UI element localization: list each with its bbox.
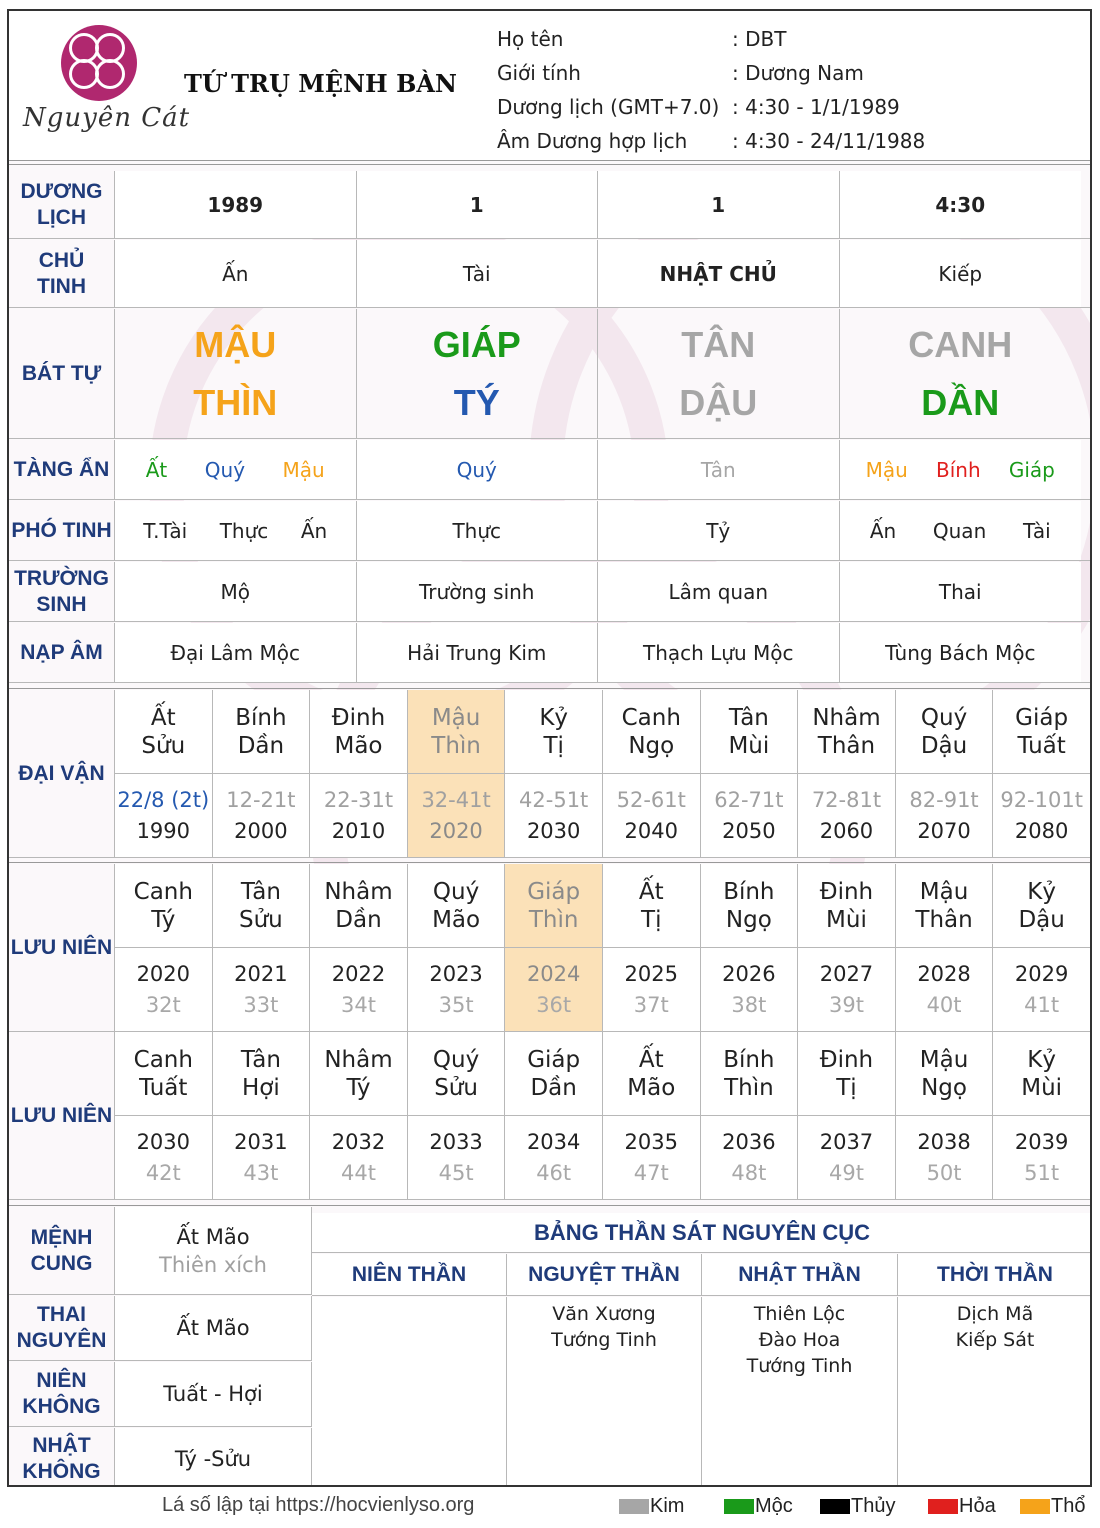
label-truong-sinh: TRƯỜNG SINH: [9, 562, 115, 621]
year: 2035: [624, 1129, 678, 1154]
year: 2026: [722, 961, 776, 986]
age: 37t: [633, 992, 669, 1017]
earthly-branch: Ngọ: [725, 906, 772, 933]
start-year: 2050: [722, 818, 776, 843]
heavenly-stem: Canh: [133, 1046, 193, 1073]
label-dai-van: ĐẠI VẬN: [9, 690, 115, 857]
row-duong-lich: [9, 171, 1090, 239]
earthly-branch: Sửu: [239, 906, 283, 933]
earthly-branch: Thìn: [724, 1074, 774, 1101]
info-lunar-date: Âm Dương hợp lịch : 4:30 - 24/11/1988: [497, 129, 926, 153]
earthly-branch: Thìn: [528, 906, 579, 933]
page-title: TỨ TRỤ MỆNH BÀN: [184, 69, 457, 98]
start-year: 2020: [429, 818, 483, 843]
footer-source: Lá số lập tại https://hocvienlyso.org: [162, 1494, 475, 1516]
heavenly-stem: Đinh: [819, 1046, 874, 1073]
heavenly-stem: Bính: [723, 878, 775, 905]
row-pho-tinh: [9, 501, 1090, 561]
year: 2039: [1014, 1129, 1069, 1154]
luu-nien-1-column: [603, 864, 701, 1031]
start-year: 1990: [136, 818, 191, 843]
year: 2028: [917, 961, 971, 986]
earthly-branch: Thân: [915, 906, 973, 933]
year: 2031: [234, 1129, 288, 1154]
age: 38t: [731, 992, 767, 1017]
truong-sinh-month: Trường sinh: [357, 562, 599, 621]
heavenly-stem: Bính: [235, 704, 287, 731]
thoi-than-list: Dịch Mã Kiếp Sát: [898, 1297, 1092, 1487]
chart-sheet: [7, 9, 1092, 1487]
earthly-branch: Dậu: [1018, 906, 1065, 933]
luu-nien-1-column: [798, 864, 896, 1031]
earthly-branch: Mão: [627, 1074, 676, 1101]
legend-moc: Mộc: [724, 1495, 793, 1518]
age: 49t: [828, 1160, 864, 1185]
duong-lich-month: 1: [357, 171, 599, 238]
bat-tu-hour: CANH DẦN: [908, 323, 1013, 423]
dai-van-column: [213, 690, 311, 857]
chu-tinh-year: Ấn: [115, 240, 357, 307]
truong-sinh-year: Mộ: [115, 562, 357, 621]
age-range: 62-71t: [714, 787, 784, 812]
earthly-branch: Mùi: [826, 906, 867, 933]
age-range: 32-41t: [421, 787, 491, 812]
earthly-branch: Ngọ: [921, 1074, 967, 1101]
year: 2023: [429, 961, 483, 986]
label-luu-nien: LƯU NIÊN: [9, 1032, 115, 1199]
dai-van-column: [896, 690, 994, 857]
heavenly-stem: Kỷ: [1027, 878, 1056, 905]
heavenly-stem: Quý: [432, 878, 480, 905]
divider: [9, 1205, 1090, 1206]
nguyet-than-list: Văn Xương Tướng Tinh: [507, 1297, 702, 1487]
label-thai-nguyen: THAI NGUYÊN: [9, 1296, 115, 1361]
label-nien-khong: NIÊN KHÔNG: [9, 1362, 115, 1427]
year: 2024: [526, 961, 581, 986]
dai-van-column: [993, 690, 1090, 857]
divider: [9, 164, 1090, 165]
label-duong-lich: DƯƠNG LỊCH: [9, 171, 115, 238]
luu-nien-2-column: [408, 1032, 506, 1199]
age: 35t: [438, 992, 474, 1017]
heavenly-stem: Giáp: [1015, 704, 1069, 731]
luu-nien-2-column: [798, 1032, 896, 1199]
earthly-branch: Tuất: [139, 1074, 188, 1101]
legend-thuy: Thủy: [820, 1495, 895, 1518]
heavenly-stem: Mậu: [919, 878, 969, 905]
tho-swatch-icon: [1020, 1499, 1050, 1514]
start-year: 2010: [331, 818, 386, 843]
earthly-branch: Hợi: [242, 1074, 280, 1101]
age: 43t: [243, 1160, 279, 1185]
earthly-branch: Ngọ: [628, 732, 675, 759]
chu-tinh-day: NHẬT CHỦ: [598, 240, 840, 307]
header-thoi-than: THỜI THẦN: [898, 1254, 1092, 1296]
age: 42t: [145, 1160, 181, 1185]
age: 44t: [341, 1160, 376, 1185]
dai-van-column: [603, 690, 701, 857]
luu-nien-2-column: [213, 1032, 311, 1199]
info-gender: Giới tính : Dương Nam: [497, 61, 864, 85]
tang-an-month: Quý: [357, 440, 599, 499]
chu-tinh-hour: Kiếp: [840, 240, 1082, 307]
header-nien-than: NIÊN THẦN: [312, 1254, 507, 1296]
header: [9, 11, 1090, 161]
year: 2021: [234, 961, 288, 986]
year: 2030: [136, 1129, 191, 1154]
luu-nien-1-column: [896, 864, 994, 1031]
luu-nien-2-column: [701, 1032, 799, 1199]
earthly-branch: Mão: [334, 732, 383, 759]
start-year: 2040: [624, 818, 678, 843]
age-range: 52-61t: [616, 787, 686, 812]
age-range: 22-31t: [323, 787, 394, 812]
row-truong-sinh: [9, 562, 1090, 622]
year: 2025: [624, 961, 678, 986]
dai-van-column: [505, 690, 603, 857]
year: 2033: [429, 1129, 483, 1154]
legend-tho: Thổ: [1020, 1495, 1085, 1518]
bat-tu-year: MẬU THÌN: [115, 309, 357, 438]
luu-nien-2-column: [603, 1032, 701, 1199]
earthly-branch: Tý: [346, 1074, 371, 1101]
label-chu-tinh: CHỦ TINH: [9, 240, 115, 307]
heavenly-stem: Quý: [920, 704, 968, 731]
age: 36t: [536, 992, 572, 1017]
dai-van-grid: [9, 690, 1090, 858]
bat-tu-month: GIÁP TÝ: [357, 309, 599, 438]
divider: [9, 688, 1090, 689]
than-sat-title: BẢNG THẦN SÁT NGUYÊN CỤC: [312, 1213, 1092, 1253]
truong-sinh-day: Lâm quan: [598, 562, 840, 621]
luu-nien-2-column: [993, 1032, 1090, 1199]
start-year: 2070: [917, 818, 971, 843]
luu-nien-1-column: [408, 864, 506, 1031]
year: 2034: [526, 1129, 581, 1154]
tang-an-day: Tân: [598, 440, 840, 499]
pho-tinh-day: Tỷ: [598, 501, 840, 560]
chu-tinh-month: Tài: [357, 240, 599, 307]
age: 39t: [828, 992, 864, 1017]
nien-than-list: [312, 1297, 507, 1487]
earthly-branch: Mùi: [728, 732, 770, 759]
thai-nguyen-value: Ất Mão: [115, 1296, 312, 1361]
tang-an-hour: Mậu Bính Giáp: [840, 440, 1082, 499]
heavenly-stem: Quý: [432, 1046, 480, 1073]
heavenly-stem: Kỷ: [539, 704, 569, 731]
dai-van-column: [701, 690, 799, 857]
row-tang-an: [9, 440, 1090, 500]
info-name: Họ tên : DBT: [497, 27, 787, 51]
nap-am-month: Hải Trung Kim: [357, 623, 599, 682]
luu-nien-grid-1: [9, 864, 1090, 1032]
hoa-swatch-icon: [928, 1499, 958, 1514]
age: 41t: [1024, 992, 1060, 1017]
earthly-branch: Tị: [543, 732, 564, 759]
earthly-branch: Sửu: [141, 732, 186, 759]
heavenly-stem: Ất: [638, 878, 664, 905]
age-range: 12-21t: [226, 787, 296, 812]
luu-nien-2-column: [310, 1032, 408, 1199]
age-range: 72-81t: [811, 787, 882, 812]
start-year: 2060: [819, 818, 874, 843]
heavenly-stem: Bính: [723, 1046, 775, 1073]
luu-nien-2-column: [896, 1032, 994, 1199]
luu-nien-1-column: [310, 864, 408, 1031]
label-nap-am: NẠP ÂM: [9, 623, 115, 682]
earthly-branch: Dậu: [920, 732, 968, 759]
kim-swatch-icon: [619, 1499, 649, 1514]
earthly-branch: Mùi: [1021, 1074, 1063, 1101]
year: 2036: [722, 1129, 776, 1154]
duong-lich-day: 1: [598, 171, 840, 238]
age-range: 42-51t: [519, 787, 589, 812]
year: 2038: [917, 1129, 971, 1154]
header-nguyet-than: NGUYỆT THẦN: [507, 1254, 702, 1296]
heavenly-stem: Đinh: [331, 704, 386, 731]
nap-am-hour: Tùng Bách Mộc: [840, 623, 1082, 682]
brand-name: Nguyên Cát: [23, 103, 191, 133]
nhat-than-list: Thiên Lộc Đào Hoa Tướng Tinh: [702, 1297, 898, 1487]
dai-van-column: [310, 690, 408, 857]
row-chu-tinh: [9, 240, 1090, 308]
start-year: 2080: [1014, 818, 1069, 843]
year: 2032: [331, 1129, 386, 1154]
nap-am-year: Đại Lâm Mộc: [115, 623, 357, 682]
luu-nien-grid-2: [9, 1032, 1090, 1200]
label-nhat-khong: NHẬT KHÔNG: [9, 1428, 115, 1487]
heavenly-stem: Giáp: [527, 878, 581, 905]
heavenly-stem: Giáp: [527, 1046, 581, 1073]
start-year: 2000: [234, 818, 288, 843]
bat-tu-day: TÂN DẬU: [598, 309, 840, 438]
heavenly-stem: Canh: [133, 878, 193, 905]
row-nap-am: [9, 623, 1090, 683]
earthly-branch: Mão: [432, 906, 481, 933]
label-pho-tinh: PHÓ TINH: [9, 501, 115, 560]
age: 45t: [438, 1160, 474, 1185]
lotus-logo-icon: [61, 25, 137, 101]
header-nhat-than: NHẬT THẦN: [702, 1254, 898, 1296]
nhat-khong-value: Tý -Sửu: [115, 1428, 312, 1487]
pho-tinh-year: T.Tài Thực Ấn: [115, 501, 357, 560]
duong-lich-hour: 4:30: [840, 171, 1082, 238]
earthly-branch: Tị: [641, 906, 662, 933]
age: 46t: [536, 1160, 572, 1185]
earthly-branch: Dần: [530, 1074, 577, 1101]
luu-nien-2-column: [115, 1032, 213, 1199]
luu-nien-1-column: [701, 864, 799, 1031]
luu-nien-1-column: [505, 864, 603, 1031]
heavenly-stem: Tân: [240, 878, 281, 905]
age: 40t: [926, 992, 962, 1017]
earthly-branch: Tị: [836, 1074, 857, 1101]
nap-am-day: Thạch Lựu Mộc: [598, 623, 840, 682]
earthly-branch: Dần: [237, 732, 285, 759]
legend-hoa: Hỏa: [928, 1495, 996, 1518]
dai-van-column: [798, 690, 896, 857]
moc-swatch-icon: [724, 1499, 754, 1514]
year: 2020: [136, 961, 191, 986]
pho-tinh-month: Thực: [357, 501, 599, 560]
year: 2037: [819, 1129, 874, 1154]
earthly-branch: Thìn: [431, 732, 481, 759]
age-range: 22/8 (2t): [117, 787, 210, 812]
heavenly-stem: Tân: [728, 704, 769, 731]
age: 34t: [341, 992, 376, 1017]
thuy-swatch-icon: [820, 1499, 850, 1514]
earthly-branch: Tuất: [1017, 732, 1066, 759]
age: 33t: [243, 992, 279, 1017]
age: 50t: [926, 1160, 962, 1185]
luu-nien-1-column: [213, 864, 311, 1031]
dai-van-column: [408, 690, 506, 857]
heavenly-stem: Nhâm: [812, 704, 881, 731]
luu-nien-2-column: [505, 1032, 603, 1199]
heavenly-stem: Ất: [638, 1046, 664, 1073]
year: 2029: [1014, 961, 1069, 986]
earthly-branch: Thân: [817, 732, 876, 759]
legend-kim: Kim: [619, 1495, 684, 1518]
heavenly-stem: Ất: [150, 704, 176, 731]
luu-nien-1-column: [115, 864, 213, 1031]
tang-an-year: Ất Quý Mậu: [115, 440, 357, 499]
age: 32t: [145, 992, 181, 1017]
menh-cung-value: Ất Mão Thiên xích: [115, 1207, 312, 1295]
age: 47t: [633, 1160, 669, 1185]
divider: [9, 862, 1090, 863]
age: 48t: [731, 1160, 767, 1185]
luu-nien-1-column: [993, 864, 1090, 1031]
duong-lich-year: 1989: [115, 171, 357, 238]
age-range: 92-101t: [1000, 787, 1083, 812]
info-solar-date: Dương lịch (GMT+7.0) : 4:30 - 1/1/1989: [497, 95, 900, 119]
year: 2022: [331, 961, 386, 986]
heavenly-stem: Nhâm: [324, 1046, 393, 1073]
heavenly-stem: Tân: [240, 1046, 281, 1073]
heavenly-stem: Mậu: [919, 1046, 969, 1073]
age-range: 82-91t: [909, 787, 979, 812]
heavenly-stem: Mậu: [431, 704, 481, 731]
row-bat-tu: [9, 309, 1090, 439]
heavenly-stem: Kỷ: [1027, 1046, 1056, 1073]
truong-sinh-hour: Thai: [840, 562, 1082, 621]
earthly-branch: Dần: [335, 906, 382, 933]
age: 51t: [1024, 1160, 1060, 1185]
label-bat-tu: BÁT TỰ: [9, 309, 115, 438]
label-luu-nien: LƯU NIÊN: [9, 864, 115, 1031]
nien-khong-value: Tuất - Hợi: [115, 1362, 312, 1427]
earthly-branch: Tý: [151, 906, 176, 933]
pho-tinh-hour: Ấn Quan Tài: [840, 501, 1082, 560]
year: 2027: [819, 961, 874, 986]
heavenly-stem: Nhâm: [324, 878, 393, 905]
start-year: 2030: [526, 818, 581, 843]
earthly-branch: Sửu: [434, 1074, 478, 1101]
label-tang-an: TÀNG ẨN: [9, 440, 115, 499]
heavenly-stem: Canh: [621, 704, 681, 731]
dai-van-column: [115, 690, 213, 857]
heavenly-stem: Đinh: [819, 878, 874, 905]
label-menh-cung: MỆNH CUNG: [9, 1207, 115, 1295]
